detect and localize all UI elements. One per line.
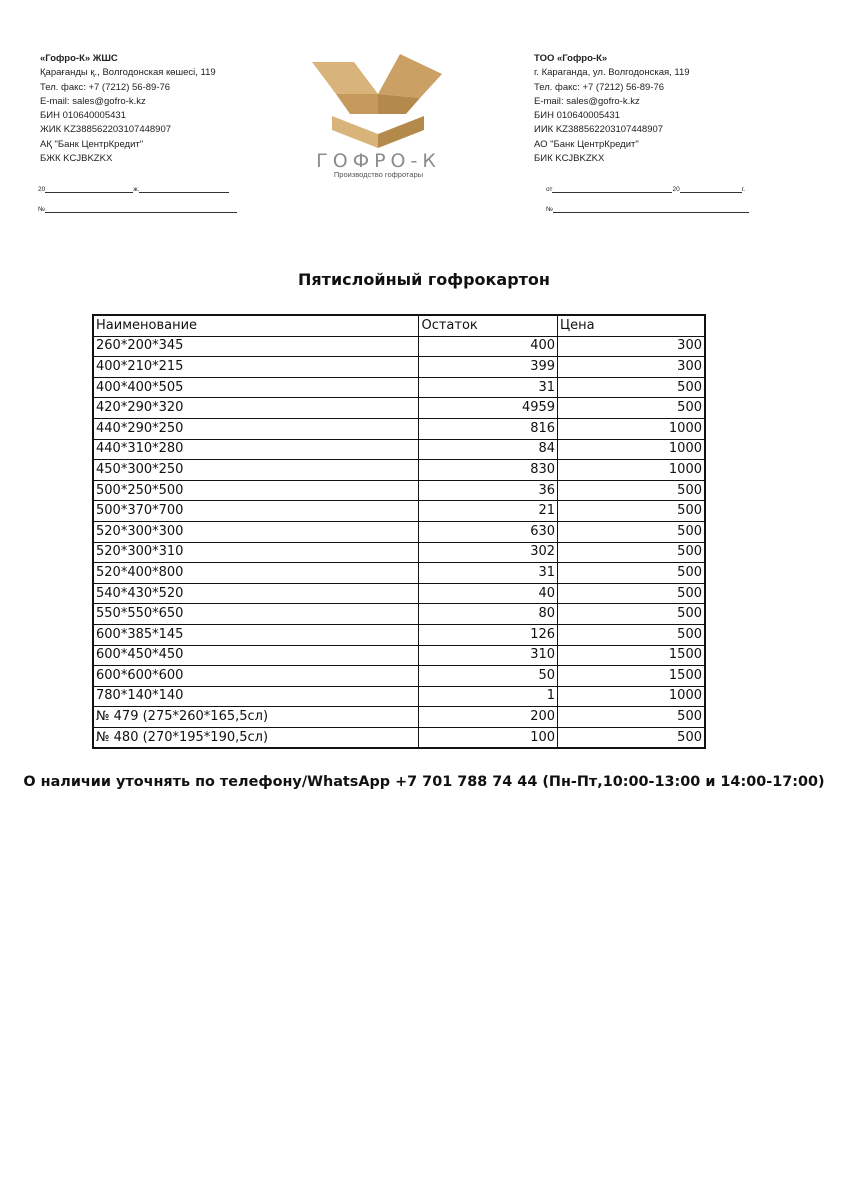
availability-note: О наличии уточнять по телефону/WhatsApp +7 701 788 74 44 (Пн-Пт,10:00-13:00 и 14:00-17:00) [23,774,825,790]
left-email: E-mail: sales@gofro-k.kz [40,95,146,107]
item-name-cell: 440*290*250 [93,418,419,439]
item-name-cell: 780*140*140 [93,686,419,707]
left-bin: БИН 010640005431 [40,110,126,122]
stock-cell: 100 [419,727,558,748]
box-top-left-flap [312,62,378,94]
right-date-suffix: г. [741,186,746,193]
box-bottom-left [332,116,378,148]
stock-cell: 40 [419,583,558,604]
item-name-cell: 520*300*300 [93,521,419,542]
table-row [93,460,705,481]
stock-cell: 50 [419,666,558,687]
logo-tagline: Производство гофротары [333,170,424,179]
stock-cell: 21 [419,501,558,522]
logo-name: ГОФРО-К [316,150,441,172]
price-cell: 500 [558,521,705,542]
table-row [93,604,705,625]
item-name-cell: 440*310*280 [93,439,419,460]
right-bank: АО "Банк ЦентрКредит" [534,138,639,150]
right-bin: БИН 010640005431 [534,110,620,122]
table-row [93,418,705,439]
price-cell: 1500 [558,666,705,687]
price-cell: 500 [558,727,705,748]
left-bik: БЖК KCJBKZKX [40,153,113,165]
table-row [93,357,705,378]
table-row [93,727,705,748]
stock-cell: 84 [419,439,558,460]
stock-cell: 31 [419,563,558,584]
price-cell: 1000 [558,460,705,481]
stock-cell: 31 [419,377,558,398]
left-date-line [38,186,229,193]
left-phone: Тел. факс: +7 (7212) 56-89-76 [40,81,171,93]
box-top-right-flap [378,54,442,98]
right-date-prefix: от [546,186,553,193]
left-date-suffix: ж. [133,186,140,193]
left-number-prefix: № [38,206,45,213]
item-name-cell: 520*400*800 [93,563,419,584]
left-date-prefix: 20 [38,186,46,193]
stock-cell: 816 [419,418,558,439]
price-cell: 1000 [558,439,705,460]
table-row [93,707,705,728]
table-row [93,398,705,419]
table-row [93,666,705,687]
price-cell: 500 [558,604,705,625]
left-bank: АҚ "Банк ЦентрКредит" [40,138,144,150]
item-name-cell: 260*200*345 [93,336,419,357]
box-left-side [336,94,378,114]
table-header-row [93,315,705,336]
stock-cell: 399 [419,357,558,378]
price-cell: 300 [558,357,705,378]
price-cell: 500 [558,542,705,563]
item-name-cell: 600*385*145 [93,624,419,645]
stock-cell: 310 [419,645,558,666]
table-row [93,686,705,707]
right-account: ИИК KZ388562203107448907 [534,124,664,136]
page-title: Пятислойный гофрокартон [298,270,550,289]
stock-cell: 630 [419,521,558,542]
right-phone: Тел. факс: +7 (7212) 56-89-76 [534,81,665,93]
table-row [93,480,705,501]
item-name-cell: 520*300*310 [93,542,419,563]
stock-cell: 400 [419,336,558,357]
right-company-name: ТОО «Гофро-К» [534,53,608,64]
table-row [93,624,705,645]
table-header-cell: Наименование [93,315,419,336]
table-row [93,439,705,460]
price-cell: 500 [558,480,705,501]
left-company-details [40,52,216,166]
table-row [93,542,705,563]
table-row [93,377,705,398]
price-cell: 500 [558,377,705,398]
price-cell: 500 [558,563,705,584]
right-company-details [534,52,690,166]
item-name-cell: № 480 (270*195*190,5сл) [93,727,419,748]
item-name-cell: 540*430*520 [93,583,419,604]
price-cell: 500 [558,501,705,522]
stock-cell: 80 [419,604,558,625]
table-header-cell: Цена [558,315,705,336]
left-address: Қарағанды қ., Волгодонская көшесі, 119 [40,67,216,79]
item-name-cell: 400*210*215 [93,357,419,378]
price-cell: 500 [558,398,705,419]
item-name-cell: 400*400*505 [93,377,419,398]
right-address: г. Караганда, ул. Волгодонская, 119 [534,67,690,79]
item-name-cell: 420*290*320 [93,398,419,419]
stock-cell: 200 [419,707,558,728]
item-name-cell: 500*250*500 [93,480,419,501]
stock-cell: 302 [419,542,558,563]
item-name-cell: 600*450*450 [93,645,419,666]
price-cell: 1500 [558,645,705,666]
right-email: E-mail: sales@gofro-k.kz [534,95,640,107]
price-cell: 500 [558,583,705,604]
table-row [93,501,705,522]
table-row [93,336,705,357]
item-name-cell: № 479 (275*260*165,5сл) [93,707,419,728]
box-bottom-right [378,116,424,148]
item-name-cell: 450*300*250 [93,460,419,481]
left-number-line [38,206,237,213]
right-number-prefix: № [546,206,553,213]
price-cell: 1000 [558,418,705,439]
stock-cell: 830 [419,460,558,481]
stock-cell: 1 [419,686,558,707]
price-cell: 1000 [558,686,705,707]
table-row [93,521,705,542]
stock-cell: 36 [419,480,558,501]
table-row [93,645,705,666]
table-header-cell: Остаток [419,315,558,336]
stock-cell: 126 [419,624,558,645]
price-cell: 500 [558,707,705,728]
item-name-cell: 550*550*650 [93,604,419,625]
left-company-name: «Гофро-К» ЖШС [40,53,118,64]
table-row [93,563,705,584]
stock-cell: 4959 [419,398,558,419]
price-cell: 300 [558,336,705,357]
left-account: ЖИК KZ388562203107448907 [40,124,172,136]
item-name-cell: 500*370*700 [93,501,419,522]
right-date-line [546,186,745,193]
right-bik: БИК KCJBKZKX [534,153,605,165]
table-row [93,583,705,604]
right-number-line [546,206,749,213]
right-date-mid: 20 [672,186,680,193]
price-cell: 500 [558,624,705,645]
stock-table [92,314,706,749]
item-name-cell: 600*600*600 [93,666,419,687]
